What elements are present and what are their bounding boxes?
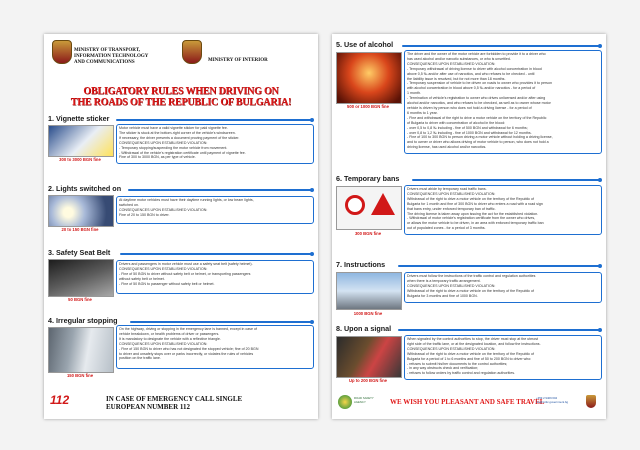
section-text-box [404,335,602,380]
section-text-box [404,185,602,235]
agency-line: AGENCY [354,399,366,404]
section-seat-belt [44,248,318,314]
text-line: CONSEQUENCES UPON ESTABLISHED VIOLATION: [407,346,496,351]
right-leaflet-page [332,34,606,419]
fine-caption: 300 to 3000 BGN fine [59,157,101,162]
text-line: CONSEQUENCES UPON ESTABLISHED VIOLATION: [119,341,208,346]
fine-caption: 150 BGN fine [66,373,94,378]
text-line: the liability issue is resolved, but for not more than 18 months. [407,76,506,81]
text-line: Bulgaria for a period of 1 to 6 months and fine of 50 to 200 BGN to driver who: [407,356,532,361]
section-text-box [116,325,314,369]
text-line: Fine of 300 to 3000 BGN, as per type of vehicle. [119,155,196,160]
text-line: and to owner or driver who allows driving of motor vehicle to person, who does not hold a [407,140,549,145]
112-logo-text: 112 [50,393,70,407]
text-line: vehicle breakdown, or health problems of driver or passengers. [119,331,220,336]
text-line: - Termination of vehicle's registration to owner who drives unlicensed and/or after using [407,96,546,101]
traffic-police-photo [336,272,402,310]
text-line: alcohol and/or narcotics, and who refuses to be checked, as well as to owner whose motor [407,101,551,106]
section-text-box [404,50,602,154]
section-title: 1. Vignette sticker [48,114,110,123]
ministry-transport-title [74,48,148,66]
text-line: - Fine of 50 BGN to passenger without safety belt or helmet. [119,281,215,286]
divider-dot [310,252,314,256]
emergency-line: IN CASE OF EMERGENCY CALL SINGLE [106,395,243,403]
section-divider [120,253,312,255]
text-line: Bulgaria for 1 month and fine of 300 BGN to driver who enters a road with a road sign [407,201,543,206]
text-line: The sticker is stuck at the bottom-right corner of the vehicle's windscreen. [119,130,236,135]
section-title: 5. Use of alcohol [336,40,394,49]
highway-emergency-lane-photo [48,327,114,373]
road-signs-photo [336,186,402,230]
section-title: 6. Temporary bans [336,174,400,183]
divider-dot [310,188,314,192]
ministry-interior-emblem-icon [182,40,202,64]
section-irregular-stopping [44,316,318,388]
divider-dot [310,320,314,324]
text-line: switched on. [119,202,139,207]
text-line: 6 months to 1 year. [407,110,438,115]
112-logo-icon [50,393,69,407]
divider-dot [598,178,602,182]
text-line: when there is a temporary traffic arrangement. [407,278,481,283]
bulgaria-coat-of-arms-icon [52,40,72,64]
warning-sign-icon [371,193,395,215]
section-vignette [44,114,318,194]
text-line: Bulgaria for 3 months and fine of 1000 BGN. [407,293,478,298]
section-divider [398,265,600,267]
vignette-sticker-photo [48,125,114,157]
text-line: Drivers must abide by temporary road traffic bans. [407,187,487,191]
page-title [44,86,318,108]
section-divider [402,45,600,47]
ministry-transport-line: INFORMATION TECHNOLOGY [74,54,149,59]
text-line: that bans entry, under enforced temporary ban of traffic. [407,206,496,211]
contact-phone: +359 2 9409 604 [536,396,558,400]
section-divider [116,119,312,121]
text-line: CONSEQUENCES UPON ESTABLISHED VIOLATION: [407,283,496,288]
emergency-notice [106,395,242,411]
text-line: Fine of 20 to 150 BGN to driver. [119,212,170,217]
section-temporary-bans [332,174,606,264]
text-line: above 0,5 ‰ and/or after use of narcotics, and who refuses to be checked - until [407,71,535,76]
divider-dot [310,118,314,122]
emergency-line: EUROPEAN NUMBER 112 [106,403,191,411]
text-line: - Fine of 150 BGN to driver who has not designated the stopped vehicle; fine of 20 BGN [119,346,259,351]
header [44,34,318,84]
fine-caption: 50 BGN fine [68,297,92,302]
text-line: - Withdrawal of motor vehicle's registration certificate from the owner who drives, [407,216,536,221]
left-leaflet-page [44,34,318,419]
text-line: CONSEQUENCES UPON ESTABLISHED VIOLATION: [407,61,496,66]
text-line: - over 0,8 to 1,2 ‰ including - fine of 1000 BGN and withdrawal for 12 months. [407,130,532,135]
safe-travel-footer [332,391,606,419]
text-line: has used alcohol and/or narcotic substances, or who is unsettled. [407,56,511,61]
divider-dot [598,44,602,48]
ministry-interior-title: MINISTRY OF INTERIOR [208,58,268,63]
text-line: without safety belt or helmet. [119,276,165,281]
fine-caption: 500 or 1000 BGN fine [347,104,389,109]
text-line: - Temporary suspension of vehicle to be driven on roads to owner who provides it to person [407,81,552,86]
ministry-emblem-icon [586,395,596,408]
text-line: The driving license is taken away upon issuing the act for the established violation. [407,211,539,216]
text-line: CONSEQUENCES UPON ESTABLISHED VIOLATION: [119,140,208,145]
road-safety-agency-logo-icon [338,395,352,409]
divider-dot [598,328,602,332]
text-line: CONSEQUENCES UPON ESTABLISHED VIOLATION: [119,266,208,271]
fine-caption: 300 BGN fine [354,231,382,236]
text-line: CONSEQUENCES UPON ESTABLISHED VIOLATION: [407,191,496,196]
section-title: 8. Upon a signal [336,324,392,333]
text-line: Motor vehicle must have a valid vignette sticker for paid vignette fee. [119,126,228,130]
section-title: 3. Safety Seat Belt [48,248,111,257]
title-line: OBLIGATORY RULES WHEN DRIVING ON [83,86,279,97]
section-instructions [332,260,606,324]
section-text-box [116,124,314,164]
agency-line: ROAD SAFETY [354,396,374,400]
text-line: right side of the traffic lane, or at the designated location, and follow the instructions. [407,341,541,346]
ministry-transport-line: AND COMMUNICATIONS [74,60,135,65]
section-text-box [116,260,314,294]
fine-caption: 20 to 150 BGN fine [61,227,99,232]
text-line: driving license, has used alcohol and/or narcotics. [407,145,487,150]
text-line: At daytime motor vehicles must have their daytime running lights, or low beam lights, [119,198,254,202]
safe-travel-slogan: WE WISH YOU PLEASANT AND SAFE TRAVEL [390,398,545,406]
text-line: to driver and unsafely stops over or parks incorrectly, or violates the rules of vehicles [119,351,254,356]
text-line: On the highway, driving or stopping in the emergency lane is banned, except in case of [119,327,257,331]
text-line: The driver and the owner of the motor vehicle are forbidden to provide it to a driver who [407,52,546,56]
section-divider [128,189,312,191]
section-text-box [116,196,314,224]
title-line: THE ROADS OF THE REPUBLIC OF BULGARIA! [70,97,292,108]
text-line: of Bulgaria to driver with concentration of alcohol in the blood: [407,120,506,125]
text-line: - refuses to follow orders by traffic control and regulation authorities. [407,371,516,376]
text-line: It is mandatory to designate the vehicle with a reflective triangle. [119,336,221,341]
fine-caption: Up to 200 BGN fine [349,378,387,383]
text-line: out of populated zones - for a period of 3 months. [407,226,486,231]
no-entry-sign-icon [345,195,365,215]
divider-dot [598,264,602,268]
text-line: - Fine of 100 to 300 BGN to person driving a motor vehicle without holding a driving license, [407,135,553,140]
section-divider [130,321,312,323]
section-text-box [404,272,602,303]
text-line: If necessary, the driver presents a document proving payment of the sticker. [119,135,240,140]
section-alcohol [332,40,606,170]
text-line: When signaled by the control authorities to stop, the driver must stop at the utmost [407,337,539,341]
police-signal-photo [336,336,402,378]
text-line: or allows the motor vehicle to be driven, in an area with enforced temporary traffic ban [407,221,544,226]
emergency-footer [44,389,318,419]
text-line: 1 month. [407,91,421,96]
section-upon-signal [332,324,606,390]
section-lights [44,184,318,244]
alcohol-glass-photo [336,52,402,104]
text-line: Withdrawal of the right to drive a motor vehicle on the territory of the Republic of [407,196,535,201]
car-headlights-photo [48,195,114,227]
ministry-transport-line: MINISTRY OF TRANSPORT, [74,48,140,53]
text-line: with alcohol concentration in blood above 0,5 ‰ and/or narcotics - for a period of [407,86,536,91]
agency-name [354,397,374,404]
text-line: - Withdrawal of the vehicle's registration certificate until payment of vignette fee. [119,150,246,155]
text-line: - in any way obstructs check and verification; [407,366,479,371]
text-line: position on the traffic lane. [119,356,161,361]
text-line: - Fine of 50 BGN to driver without safety belt or helmet, or transporting passengers [119,271,251,276]
section-title: 2. Lights switched on [48,184,122,193]
text-line: Drivers must follow the instructions of the traffic control and regulation authorities [407,274,536,278]
text-line: Drivers and passengers in motor vehicle must use a safety seat belt (safety helmet). [119,262,253,266]
text-line: - Temporary stopping/suspending the motor vehicle from movement. [119,145,228,150]
section-title: 7. Instructions [336,260,386,269]
text-line: - Fine and withdrawal of the right to drive a motor vehicle on the territory of the Republic [407,115,547,120]
section-divider [412,179,600,181]
text-line: - Temporary withdrawal of driving license to driver with alcohol concentration in blood [407,66,542,71]
section-title: 4. Irregular stopping [48,316,118,325]
text-line: CONSEQUENCES UPON ESTABLISHED VIOLATION: [119,207,208,212]
contact-info [536,397,568,404]
text-line: Withdrawal of the right to drive a motor vehicle on the territory of the Republic of [407,351,535,356]
seat-belt-photo [48,259,114,297]
fine-caption: 1000 BGN fine [353,311,383,316]
text-line: vehicle is driven by person who does not hold a driving license - for a period of [407,105,532,110]
text-line: - refuses to submit his/her documents to the control authorities; [407,361,508,366]
section-divider [398,329,600,331]
contact-email: rsa@mtitc.government.bg [536,399,569,404]
text-line: Withdrawal of the right to drive a motor vehicle on the territory of the Republic of [407,288,535,293]
text-line: - over 0,5 to 0,8 ‰ including - fine of 500 BGN and withdrawal for 6 months; [407,125,528,130]
